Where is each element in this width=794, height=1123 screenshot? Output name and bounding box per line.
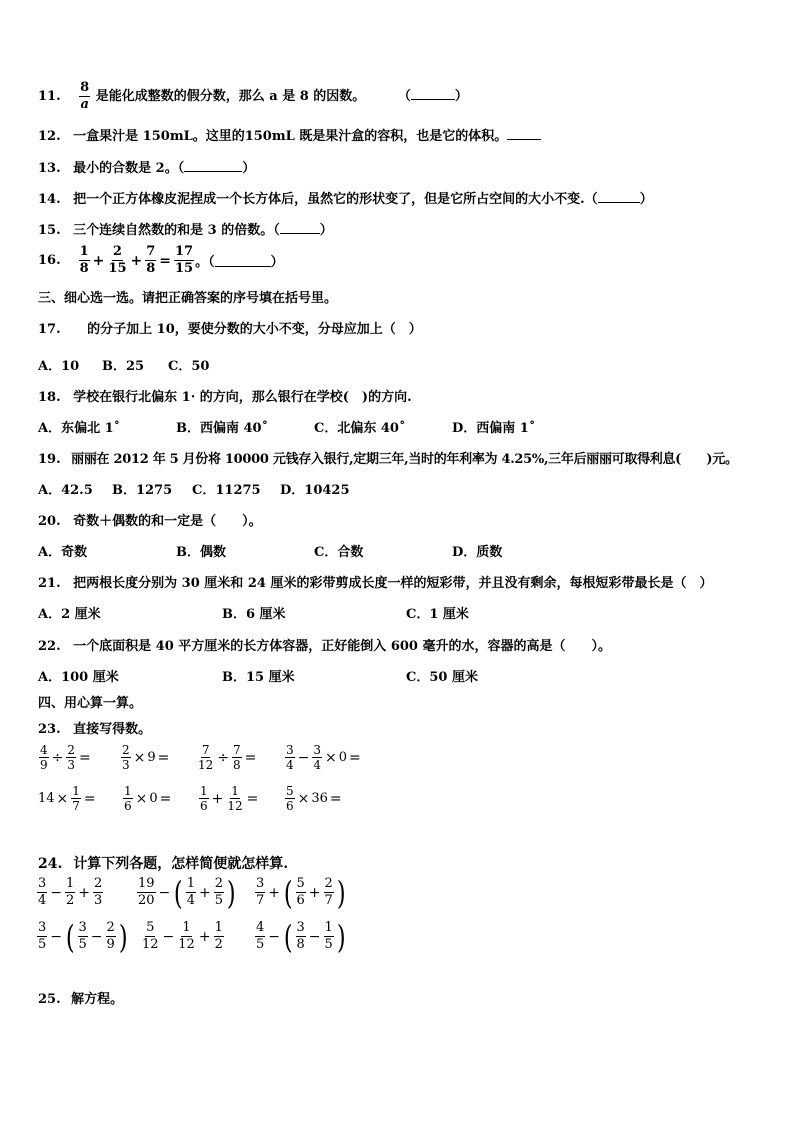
expression: $\frac{3}{7}$ + ( $\frac{5}{6}$ + $\frac{2}{7}$ ) bbox=[256, 873, 346, 912]
option-b[interactable]: B．15 厘米 bbox=[222, 670, 295, 685]
expression: $\frac{2}{3}$ × 9 = bbox=[122, 743, 170, 772]
answer-blank[interactable] bbox=[215, 255, 271, 267]
option-c[interactable]: C．50 bbox=[168, 359, 210, 374]
option-c[interactable]: C．50 厘米 bbox=[406, 670, 478, 685]
answer-blank[interactable] bbox=[507, 128, 541, 140]
question-13: 13. 最小的合数是 2。（ ） bbox=[38, 161, 256, 176]
expression: $\frac{5}{12}$ − $\frac{1}{12}$ + $\frac{1}{2}$ bbox=[142, 920, 223, 952]
answer-blank[interactable] bbox=[280, 222, 320, 234]
expression: $\frac{4}{9}$ ÷ $\frac{2}{3}$ = bbox=[40, 743, 91, 772]
option-c[interactable]: C．1 厘米 bbox=[406, 607, 469, 622]
option-b[interactable]: B．偶数 bbox=[176, 545, 226, 560]
option-b[interactable]: B．6 厘米 bbox=[222, 607, 286, 622]
answer-blank[interactable] bbox=[411, 88, 455, 100]
question-12: 12. 一盒果汁是 150mL。这里的150mL 既是果汁盒的容积，也是它的体积。 bbox=[38, 125, 541, 144]
question-19: 19. 丽丽在 2012 年 5 月份将 10000 元钱存入银行,定期三年,当时的年利率为 4.25%,三年后丽丽可取得利息( )元。 bbox=[38, 452, 738, 467]
expression: $\frac{3}{4}$ − $\frac{3}{4}$ × 0 = bbox=[286, 743, 361, 772]
option-d[interactable]: D．西偏南 1˚ bbox=[452, 421, 536, 436]
question-number: 11. bbox=[38, 89, 61, 104]
question-22: 22. 一个底面积是 40 平方厘米的长方体容器，正好能倒入 600 毫升的水，容器的高是（ ）。 bbox=[38, 639, 611, 654]
expression: $\frac{7}{12}$ ÷ $\frac{7}{8}$ = bbox=[198, 743, 257, 772]
option-b[interactable]: B．西偏南 40˚ bbox=[176, 421, 269, 436]
option-c[interactable]: C．北偏东 40˚ bbox=[314, 421, 406, 436]
fraction: $\frac{8}{a}$ bbox=[80, 80, 90, 112]
option-a[interactable]: A．奇数 bbox=[38, 545, 88, 560]
option-b[interactable]: B．25 bbox=[102, 359, 145, 374]
section-heading: 三、细心选一选。请把正确答案的序号填在括号里。 bbox=[38, 291, 338, 306]
option-a[interactable]: A．42.5 bbox=[38, 483, 93, 498]
expression: $\frac{3}{4}$ − $\frac{1}{2}$ + $\frac{2}{3}$ bbox=[38, 876, 103, 908]
question-15: 15. 三个连续自然数的和是 3 的倍数。（ ） bbox=[38, 223, 333, 238]
option-a[interactable]: A．100 厘米 bbox=[38, 670, 119, 685]
question-11: 11. $\frac{8}{a}$ 是能化成整数的假分数，那么 a 是 8 的因数。 （ ） bbox=[38, 80, 468, 112]
question-20: 20. 奇数＋偶数的和一定是（ ）。 bbox=[38, 514, 262, 529]
question-17: 17. 的分子加上 10，要使分数的大小不变，分母应加上（ ） bbox=[38, 322, 422, 337]
option-b[interactable]: B．1275 bbox=[112, 483, 173, 498]
question-text: 是能化成整数的假分数，那么 a 是 8 的因数。 bbox=[95, 89, 366, 104]
expression: $\frac{3}{5}$ − ( $\frac{3}{5}$ − $\frac{2}{9}$ ) bbox=[38, 917, 128, 956]
expression: $\frac{5}{6}$ × 36 = bbox=[286, 784, 342, 813]
question-14: 14. 把一个正方体橡皮泥捏成一个长方体后，虽然它的形状变了，但是它所占空间的大小不变.（ ） bbox=[38, 192, 653, 207]
expression: 14 × $\frac{1}{7}$ = bbox=[38, 784, 96, 813]
question-18: 18. 学校在银行北偏东 1· 的方向，那么银行在学校( )的方向. bbox=[38, 390, 412, 405]
question-16: 16. $\frac{1}{8}$ + $\frac{2}{15}$ + $\frac{7}{8}$ = $\frac{17}{15}$ 。（ ） bbox=[38, 244, 284, 276]
question-24: 24. 计算下列各题，怎样简便就怎样算. bbox=[38, 856, 289, 872]
expression: $\frac{4}{5}$ − ( $\frac{3}{8}$ − $\frac{1}{5}$ ) bbox=[256, 917, 346, 956]
option-c[interactable]: C．合数 bbox=[314, 545, 364, 560]
question-23: 23. 直接写得数。 bbox=[38, 722, 152, 737]
answer-blank[interactable] bbox=[184, 160, 242, 172]
option-c[interactable]: C．11275 bbox=[192, 483, 261, 498]
option-d[interactable]: D．质数 bbox=[452, 545, 503, 560]
question-25: 25. 解方程。 bbox=[38, 992, 124, 1007]
expression: $\frac{1}{6}$ × 0 = bbox=[124, 784, 172, 813]
option-a[interactable]: A．10 bbox=[38, 359, 80, 374]
option-a[interactable]: A．2 厘米 bbox=[38, 607, 101, 622]
answer-blank[interactable] bbox=[598, 191, 640, 203]
expression: $\frac{1}{6}$ + $\frac{1}{12}$ = bbox=[200, 784, 259, 813]
section-heading: 四、用心算一算。 bbox=[38, 696, 143, 711]
question-21: 21. 把两根长度分别为 30 厘米和 24 厘米的彩带剪成长度一样的短彩带，并且没有剩余，每根短彩带最长是（ ） bbox=[38, 576, 713, 591]
option-d[interactable]: D．10425 bbox=[280, 483, 350, 498]
option-a[interactable]: A．东偏北 1˚ bbox=[38, 421, 121, 436]
expression: $\frac{19}{20}$ − ( $\frac{1}{4}$ + $\frac{2}{5}$ ) bbox=[138, 873, 236, 912]
